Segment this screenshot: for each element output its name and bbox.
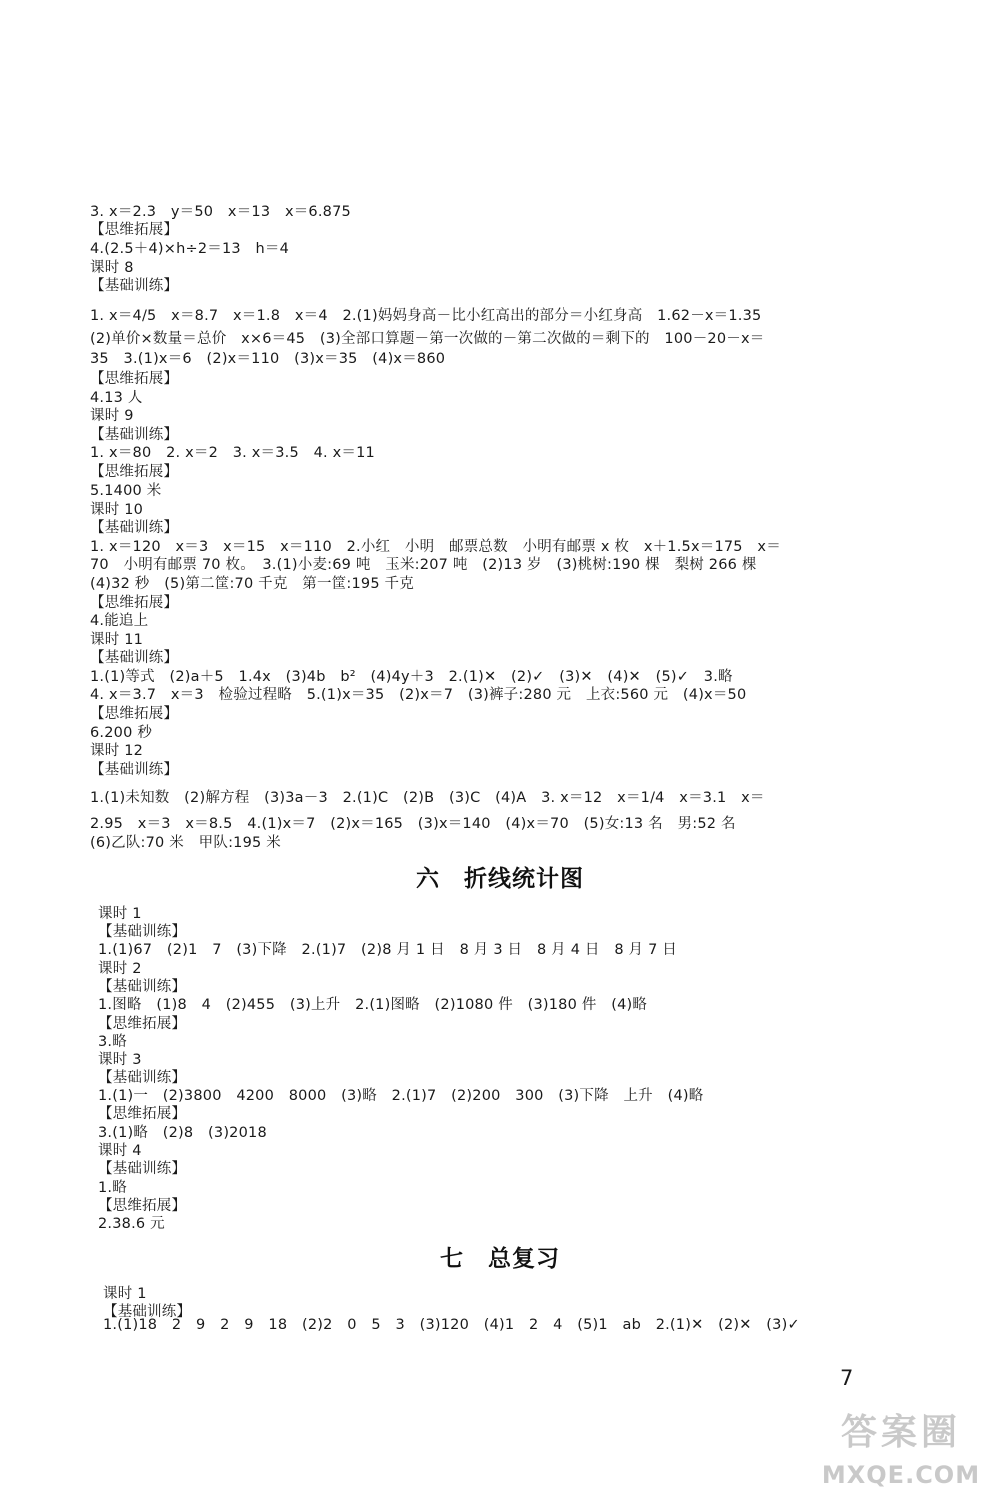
section-label: 【思维拓展】 xyxy=(90,371,179,387)
section-label: 【基础训练】 xyxy=(98,924,187,940)
text-line: 2.95 x＝3 x＝8.5 4.(1)x＝7 (2)x＝165 (3)x＝140 (4)x＝70 (5)女:13 名 男:52 名 xyxy=(90,816,736,832)
text-line: 4.13 人 xyxy=(90,390,143,406)
section-label: 【思维拓展】 xyxy=(90,464,179,480)
lesson-heading: 课时 12 xyxy=(90,743,144,759)
text-line: 1.图略 (1)8 4 (2)455 (3)上升 2.(1)图略 (2)1080 件 (3)180 件 (4)略 xyxy=(98,997,648,1013)
text-line: 1.(1)未知数 (2)解方程 (3)3a－3 2.(1)C (2)B (3)C (4)A 3. x＝12 x＝1/4 x＝3.1 x＝ xyxy=(90,790,765,806)
text-line: 1. x＝120 x＝3 x＝15 x＝110 2.小红 小明 邮票总数 小明有邮票 x 枚 x＋1.5x＝175 x＝ xyxy=(90,539,781,555)
lesson-heading: 课时 3 xyxy=(98,1052,142,1068)
section-label: 【基础训练】 xyxy=(98,979,187,995)
lesson-heading: 课时 10 xyxy=(90,502,144,518)
text-line: 1.(1)67 (2)1 7 (3)下降 2.(1)7 (2)8 月 1 日 8 月 3 日 8 月 4 日 8 月 7 日 xyxy=(98,942,678,958)
text-line: (4)32 秒 (5)第二筐:70 千克 第一筐:195 千克 xyxy=(90,576,414,592)
text-line: 1.(1)等式 (2)a＋5 1.4x (3)4b b² (4)4y＋3 2.(1)✕ (2)✓ (3)✕ (4)✕ (5)✓ 3.略 xyxy=(90,669,733,685)
section-label: 【思维拓展】 xyxy=(98,1016,187,1032)
section-label: 【基础训练】 xyxy=(90,762,179,778)
text-line: 1. x＝4/5 x＝8.7 x＝1.8 x＝4 2.(1)妈妈身高－比小红高出的部分＝小红身高 1.62－x＝1.35 xyxy=(90,308,762,324)
text-line: 1.略 xyxy=(98,1180,127,1196)
text-line: 3. x＝2.3 y＝50 x＝13 x＝6.875 xyxy=(90,204,351,220)
lesson-heading: 课时 8 xyxy=(90,260,134,276)
text-line: 6.200 秒 xyxy=(90,725,153,741)
lesson-heading: 课时 1 xyxy=(98,906,142,922)
lesson-heading: 课时 2 xyxy=(98,961,142,977)
text-line: 70 小明有邮票 70 枚。 3.(1)小麦:69 吨 玉米:207 吨 (2)13 岁 (3)桃树:190 棵 梨树 266 棵 xyxy=(90,557,757,573)
text-line: 4. x＝3.7 x＝3 检验过程略 5.(1)x＝35 (2)x＝7 (3)裤子:280 元 上衣:560 元 (4)x＝50 xyxy=(90,687,747,703)
chapter-title: 七 总复习 xyxy=(440,1246,560,1272)
section-label: 【基础训练】 xyxy=(90,650,179,666)
text-line: 1.(1)18 2 9 2 9 18 (2)2 0 5 3 (3)120 (4)1 2 4 (5)1 ab 2.(1)✕ (2)✕ (3)✓ xyxy=(103,1317,800,1333)
page-number: 7 xyxy=(840,1366,854,1390)
section-label: 【思维拓展】 xyxy=(98,1198,187,1214)
chapter-title: 六 折线统计图 xyxy=(416,866,584,892)
section-label: 【思维拓展】 xyxy=(98,1106,187,1122)
section-label: 【基础训练】 xyxy=(90,520,179,536)
text-line: 1.(1)一 (2)3800 4200 8000 (3)略 2.(1)7 (2)200 300 (3)下降 上升 (4)略 xyxy=(98,1088,704,1104)
watermark-logo xyxy=(808,1408,994,1506)
section-label: 【思维拓展】 xyxy=(90,706,179,722)
lesson-heading: 课时 11 xyxy=(90,632,144,648)
text-line: 4.能追上 xyxy=(90,613,149,629)
section-label: 【思维拓展】 xyxy=(90,222,179,238)
lesson-heading: 课时 1 xyxy=(103,1286,147,1302)
text-line: 3.略 xyxy=(98,1034,127,1050)
text-line: 2.38.6 元 xyxy=(98,1216,165,1232)
watermark-text: 答案圈 xyxy=(840,1412,961,1453)
text-line: 5.1400 米 xyxy=(90,483,162,499)
text-line: 3.(1)略 (2)8 (3)2018 xyxy=(98,1125,267,1141)
section-label: 【基础训练】 xyxy=(98,1070,187,1086)
text-line: (2)单价×数量＝总价 x×6＝45 (3)全部口算题－第一次做的－第二次做的＝剩下的 100－20－x＝ xyxy=(90,331,765,347)
lesson-heading: 课时 4 xyxy=(98,1143,142,1159)
lesson-heading: 课时 9 xyxy=(90,408,134,424)
text-line: 4.(2.5＋4)×h÷2＝13 h＝4 xyxy=(90,241,290,257)
section-label: 【基础训练】 xyxy=(98,1161,187,1177)
section-label: 【基础训练】 xyxy=(90,427,179,443)
text-line: 35 3.(1)x＝6 (2)x＝110 (3)x＝35 (4)x＝860 xyxy=(90,351,446,367)
text-line: (6)乙队:70 米 甲队:195 米 xyxy=(90,835,281,851)
section-label: 【基础训练】 xyxy=(103,1304,192,1320)
watermark-url: MXQE.COM xyxy=(821,1461,981,1489)
section-label: 【思维拓展】 xyxy=(90,595,179,611)
section-label: 【基础训练】 xyxy=(90,278,179,294)
text-line: 1. x＝80 2. x＝2 3. x＝3.5 4. x＝11 xyxy=(90,445,375,461)
